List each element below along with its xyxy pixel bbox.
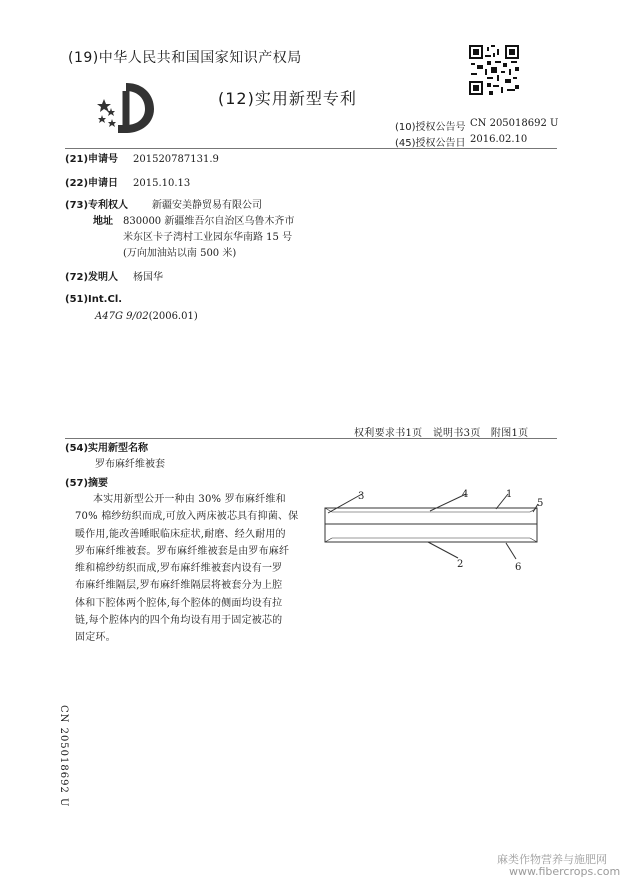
abstract-line: 罗布麻纤维被套。罗布麻纤维被套是由罗布麻纤 (75, 545, 290, 557)
outer-cover-outline (325, 508, 537, 542)
pub-no-label: (10)授权公告号 (395, 122, 466, 133)
watermark-text: 麻类作物营养与施肥网 (497, 853, 607, 866)
abstract-line: 链,每个腔体内的四个角均设有用于固定被芯的 (75, 615, 283, 627)
intcl-code (95, 309, 198, 325)
figure-label: 2 (457, 559, 464, 570)
patentee-label: (73)专利权人 (65, 200, 129, 211)
address-line-2: 米东区卡子湾村工业园东华南路 15 号 (123, 232, 293, 243)
inventor: 杨国华 (133, 272, 163, 283)
app-date: 2015.10.13 (133, 178, 191, 189)
abstract-line: 本实用新型公开一种由 30% 罗布麻纤维和 (93, 494, 286, 505)
figure-label: 5 (537, 498, 544, 509)
abstract-label: (57)摘要 (65, 478, 109, 489)
quilt-cover-drawing (320, 482, 560, 577)
mid-divider (65, 438, 557, 439)
utility-model-title: 罗布麻纤维被套 (95, 459, 165, 470)
qr-code-icon (469, 45, 519, 95)
figure-label: 3 (358, 491, 365, 502)
office-name: (19)中华人民共和国国家知识产权局 (68, 50, 302, 66)
abstract-line: 维和棉纱纺织而成,罗布麻纤维被套内设有一罗 (75, 563, 283, 575)
patentee: 新疆安美静贸易有限公司 (152, 200, 262, 211)
figure-label: 6 (515, 562, 522, 573)
abstract-line: 体和下腔体两个腔体,每个腔体的侧面均设有拉 (75, 597, 283, 609)
intcl-code-value: A47G 9/02 (95, 311, 149, 322)
figure-label: 1 (506, 489, 513, 500)
pub-date-label: (45)授权公告日 (395, 138, 466, 149)
title-label: (54)实用新型名称 (65, 443, 149, 454)
intcl-version: (2006.01) (148, 311, 198, 322)
address-label: 地址 (93, 216, 113, 227)
page-counts: 权利要求书1页 说明书3页 附图1页 (354, 428, 529, 439)
watermark-url: www.fibercrops.com (509, 865, 621, 878)
address-line-1: 830000 新疆维吾尔自治区乌鲁木齐市 (123, 216, 295, 227)
app-date-label: (22)申请日 (65, 178, 119, 189)
abstract-line: 暖作用,能改善睡眠临床症状,耐磨、经久耐用的 (75, 528, 286, 540)
app-no-label: (21)申请号 (65, 154, 119, 165)
abstract-line: 固定环。 (75, 632, 116, 644)
inventor-label: (72)发明人 (65, 272, 119, 283)
header-divider (65, 148, 557, 149)
intcl-label: (51)Int.Cl. (65, 294, 123, 305)
abstract-line: 70% 棉纱纺织而成,可放入两床被芯具有抑菌、保 (75, 511, 299, 523)
figure-label: 4 (462, 489, 469, 500)
pub-date: 2016.02.10 (470, 134, 528, 145)
document-type: (12)实用新型专利 (218, 89, 357, 108)
side-pub-number: CN 205018692 U (58, 705, 69, 808)
pub-no: CN 205018692 U (470, 118, 559, 129)
cnipa-logo-icon (96, 79, 158, 135)
app-no: 201520787131.9 (133, 154, 219, 165)
abstract-line: 布麻纤维隔层,罗布麻纤维隔层将被套分为上腔 (75, 580, 283, 592)
address-line-3: (万向加油站以南 500 米) (123, 248, 237, 259)
abstract-body (75, 491, 313, 647)
